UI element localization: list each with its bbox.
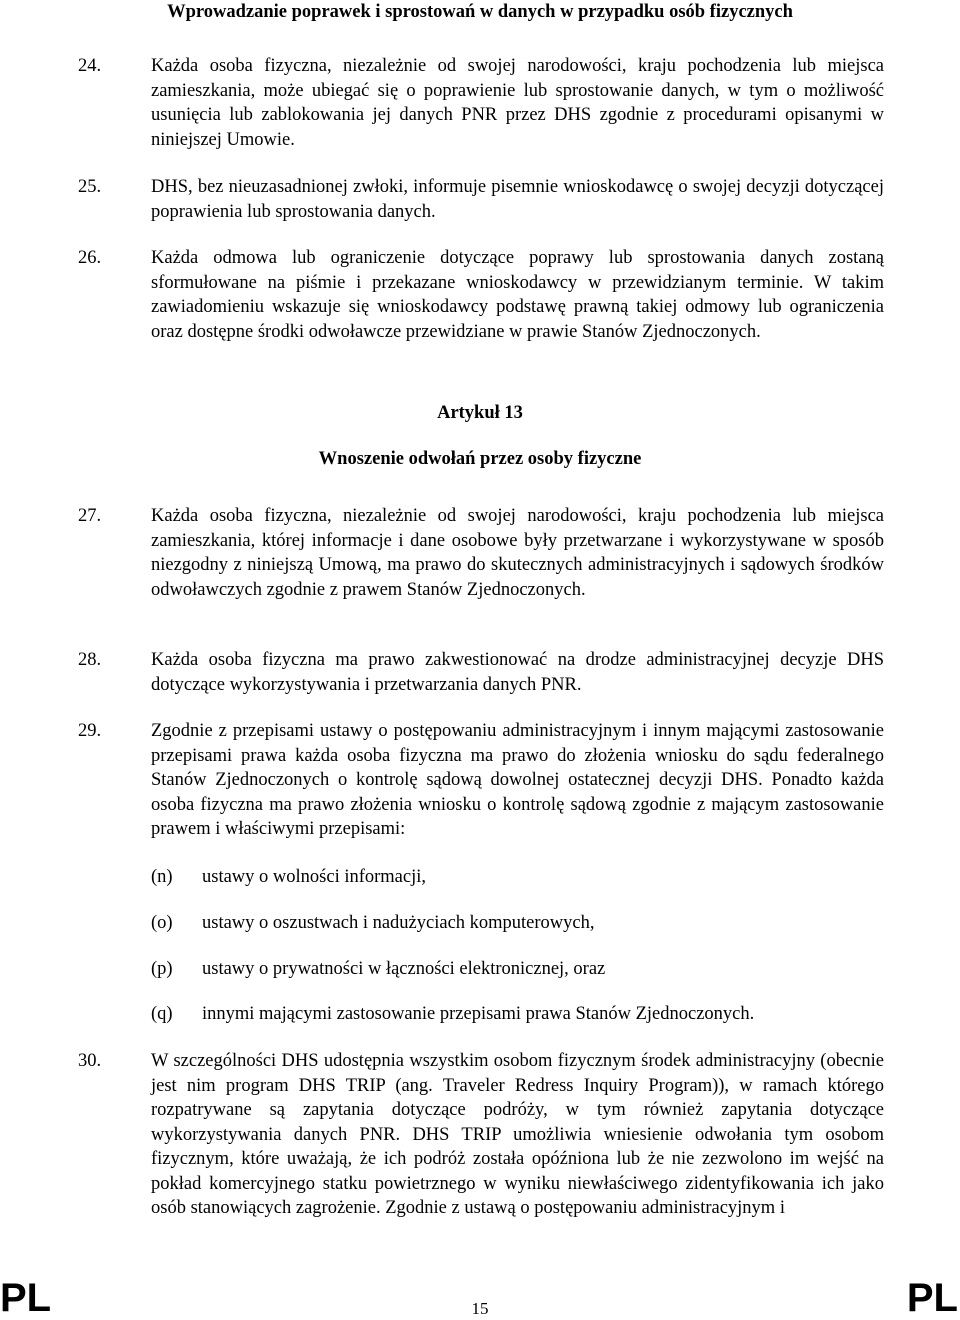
paragraph-number: 24. xyxy=(78,56,102,76)
page-number: 15 xyxy=(471,1299,489,1318)
paragraph-text: Każda osoba fizyczna ma prawo zakwestionować na drodze administracyjnej decyzje DHS dotyczące wykorzystywania i przetwarzania danych PNR. xyxy=(151,650,884,695)
subitem-text: ustawy o wolności informacji, xyxy=(202,867,427,887)
paragraph-text: W szczególności DHS udostępnia wszystkim osobom fizycznym środek administracyjny (obecnie jest nim program DHS TRIP (ang. Traveler Redress Inquiry Program)), w ramach którego rozpatrywane są zapytania dotyczące podróży, w tym również zapytania dotyczące wykorzystywania danych PNR. DHS TRIP umożliwia wniesienie odwołania tym osobom fizycznym, które uważają, że ich podróż została opóźniona lub że nie zezwolono im wejść na pokład komercyjnego statku powietrznego w wyniku niewłaściwego zidentyfikowania ich jako osób stanowiących zagrożenie. Zgodnie z ustawą o postępowaniu administracyjnym i xyxy=(151,1051,884,1218)
subitem-p xyxy=(151,957,605,981)
paragraph-number: 25. xyxy=(78,177,102,197)
paragraph-30 xyxy=(78,1049,884,1221)
subitem-text: ustawy o prywatności w łączności elektronicznej, oraz xyxy=(202,959,606,979)
paragraph-number: 28. xyxy=(78,650,102,670)
paragraph-29 xyxy=(78,719,884,842)
subitem-o xyxy=(151,911,595,935)
article-subtitle: Wnoszenie odwołań przez osoby fizyczne xyxy=(318,449,642,469)
subitem-label: (p) xyxy=(151,959,173,979)
article-title: Artykuł 13 xyxy=(437,403,523,423)
subitem-text: innymi mającymi zastosowanie przepisami prawa Stanów Zjednoczonych. xyxy=(202,1004,755,1024)
paragraph-text: DHS, bez nieuzasadnionej zwłoki, informuje pisemnie wnioskodawcę o swojej decyzji dotyczącej poprawienia lub sprostowania danych. xyxy=(151,177,884,222)
paragraph-text: Każda odmowa lub ograniczenie dotyczące poprawy lub sprostowania danych zostaną sformułowane na piśmie i przekazane wnioskodawcy w przewidzianym terminie. W takim zawiadomieniu wskazuje się wnioskodawcy podstawę prawną takiej odmowy lub ograniczenia oraz dostępne środki odwoławcze przewidziane w prawie Stanów Zjednoczonych. xyxy=(151,248,884,342)
paragraph-28 xyxy=(78,648,884,697)
subitem-q xyxy=(151,1002,754,1026)
subitem-label: (o) xyxy=(151,913,173,933)
page-header-title: Wprowadzanie poprawek i sprostowań w danych w przypadku osób fizycznych xyxy=(167,2,793,22)
paragraph-24 xyxy=(78,54,884,152)
paragraph-25 xyxy=(78,175,884,224)
paragraph-text: Każda osoba fizyczna, niezależnie od swojej narodowości, kraju pochodzenia lub miejsca zamieszkania, której informacje i dane osobowe były przetwarzane i wykorzystywane w sposób niezgodny z niniejszą Umową, ma prawo do skutecznych administracyjnych i sądowych środków odwoławczych zgodnie z prawem Stanów Zjednoczonych. xyxy=(151,506,884,600)
paragraph-text: Zgodnie z przepisami ustawy o postępowaniu administracyjnym i innym mającymi zastosowanie przepisami prawa każda osoba fizyczna ma prawo do złożenia wniosku do sądu federalnego Stanów Zjednoczonych o kontrolę sądową dowolnej ostatecznej decyzji DHS. Ponadto każda osoba fizyczna ma prawo złożenia wniosku o kontrolę sądową zgodnie z mającym zastosowanie prawem i właściwymi przepisami: xyxy=(151,721,884,839)
subitem-label: (n) xyxy=(151,867,173,887)
subitem-text: ustawy o oszustwach i nadużyciach komputerowych, xyxy=(202,913,595,933)
paragraph-number: 27. xyxy=(78,506,102,526)
paragraph-27 xyxy=(78,504,884,602)
subitem-label: (q) xyxy=(151,1004,173,1024)
paragraph-text: Każda osoba fizyczna, niezależnie od swojej narodowości, kraju pochodzenia lub miejsca zamieszkania, może ubiegać się o poprawienie lub sprostowanie danych, w tym o możliwość usunięcia lub zablokowania jej danych PNR przez DHS zgodnie z procedurami opisanymi w niniejszej Umowie. xyxy=(151,56,884,150)
language-code-left: PL xyxy=(0,1276,52,1320)
language-code-right: PL xyxy=(906,1276,958,1320)
paragraph-number: 29. xyxy=(78,721,102,741)
paragraph-number: 26. xyxy=(78,248,102,268)
subitem-n xyxy=(151,865,426,889)
paragraph-number: 30. xyxy=(78,1051,102,1071)
paragraph-26 xyxy=(78,246,884,344)
